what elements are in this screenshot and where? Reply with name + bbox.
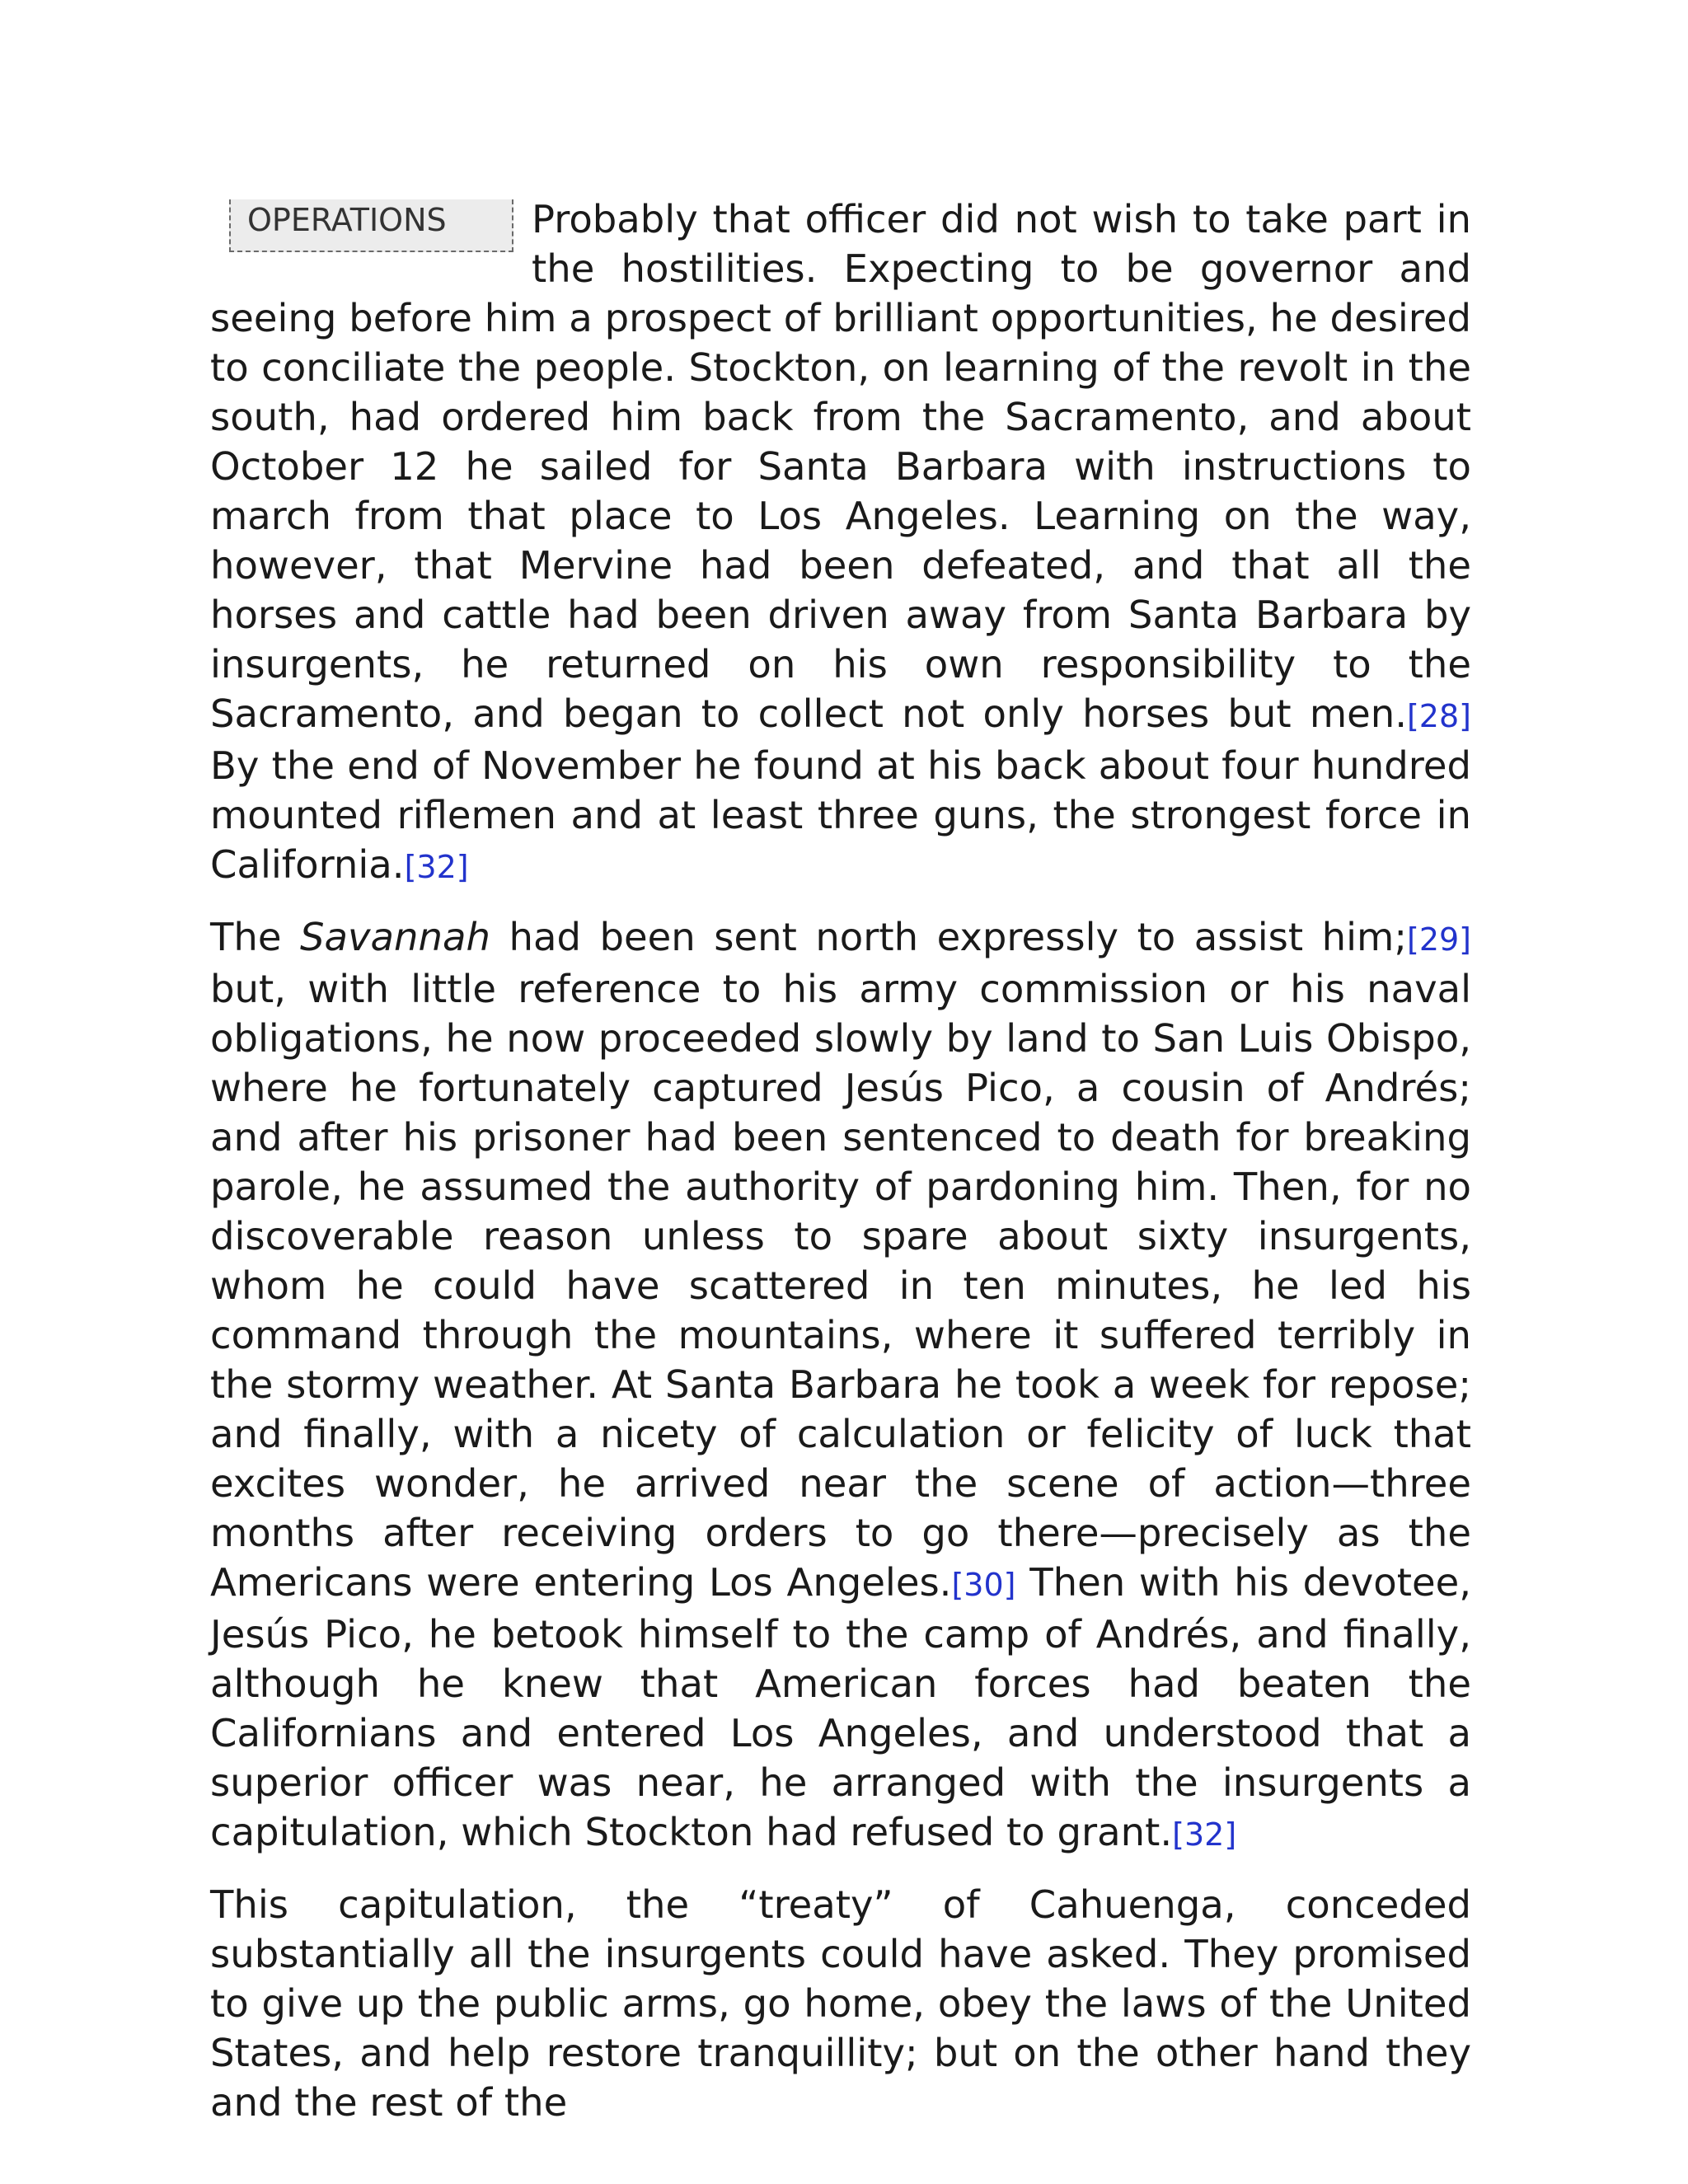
- paragraph-2-text-a: The: [210, 915, 301, 959]
- footnote-link-30[interactable]: [30]: [951, 1567, 1016, 1603]
- paragraph-3-text: This capitulation, the “treaty” of Cahuenga, conceded substantially all the insurgents could have asked. They promised to give up the public arms, go home, obey the laws of the United States, and help restore tranquillity; but on the other hand they and the rest of the: [210, 1882, 1471, 2125]
- page-body: [210, 194, 1471, 2148]
- ship-name: Savannah: [300, 915, 490, 959]
- footnote-link-32-b[interactable]: [32]: [1172, 1816, 1237, 1853]
- paragraph-1-text-a: Probably that officer did not wish to take part in the hostilities. Expecting to be governor and seeing before him a prospect of brilliant opportunities, he desired to conciliate the people. Stockton, on learning of the revolt in the south, had ordered him back from the Sacramento, and about October 12 he sailed for Santa Barbara with instructions to march from that place to Los Angeles. Learning on the way, however, that Mervine had been defeated, and that all the horses and cattle had been driven away from Santa Barbara by insurgents, he returned on his own responsibility to the Sacramento, and began to collect not only horses but men.: [210, 197, 1471, 736]
- paragraph-2: [210, 912, 1471, 1859]
- paragraph-3: [210, 1880, 1471, 2127]
- paragraph-1-text-b: By the end of November he found at his back about four hundred mounted riflemen and at least three guns, the strongest force in California.: [210, 743, 1471, 887]
- paragraph-1: [210, 194, 1471, 892]
- paragraph-2-text-d: Then with his devotee, Jesús Pico, he betook himself to the camp of Andrés, and finally, although he knew that American forces had beaten the Californians and entered Los Angeles, and understood that a superior officer was near, he arranged with the insurgents a capitulation, which Stockton had refused to grant.: [210, 1560, 1471, 1854]
- paragraph-2-text-c: but, with little reference to his army commission or his naval obligations, he now proceeded slowly by land to San Luis Obispo, where he fortunately captured Jesús Pico, a cousin of Andrés; and after his prisoner had been sentenced to death for breaking parole, he assumed the authority of pardoning him. Then, for no discoverable reason unless to spare about sixty insurgents, whom he could have scattered in ten minutes, he led his command through the mountains, where it suffered terribly in the stormy weather. At Santa Barbara he took a week for repose; and finally, with a nicety of calculation or felicity of luck that excites wonder, he arrived near the scene of action—three months after receiving orders to go there—precisely as the Americans were entering Los Angeles.: [210, 967, 1471, 1605]
- margin-note-operations: OPERATIONS: [229, 199, 513, 252]
- footnote-link-29[interactable]: [29]: [1407, 921, 1472, 958]
- paragraph-2-text-b: had been sent north expressly to assist him;: [490, 915, 1407, 959]
- footnote-link-28[interactable]: [28]: [1406, 698, 1471, 734]
- footnote-link-32[interactable]: [32]: [404, 849, 469, 885]
